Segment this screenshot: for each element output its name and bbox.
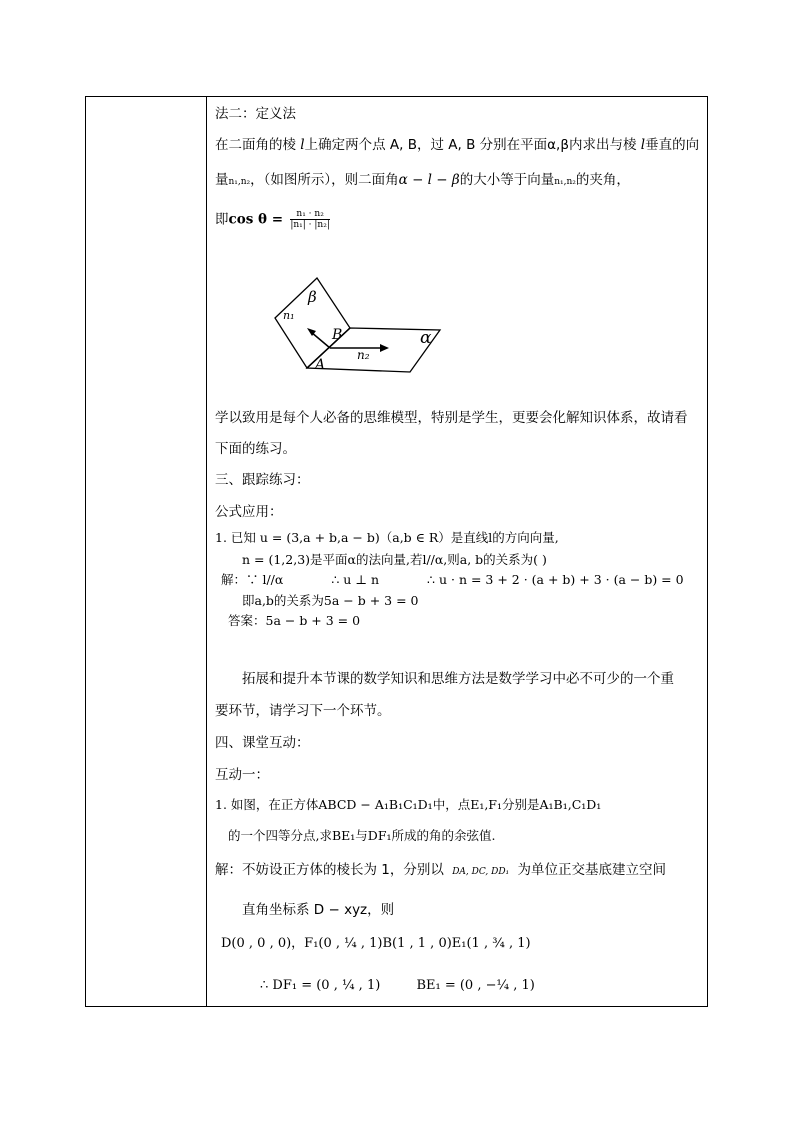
solution-line2: 直角坐标系 D − xyz，则 — [242, 902, 395, 918]
cos-fraction: $\frac{\text{n₁ · n₂}}{\text{|n₁| · |n₂|}}$ — [290, 209, 330, 230]
para1-line2: 量n₁,n₂，（如图所示），则二面角α − l − β的大小等于向量n₁,n₂的夹角， — [215, 172, 630, 188]
label-n2: n₂ — [357, 348, 370, 362]
exercise1-relation: 即a,b的关系为5a − b + 3 = 0 — [242, 593, 419, 608]
cos-formula: 即cos θ = $\frac{\text{n₁ · n₂}}{\text{|n₁| · |n₂|}}$ — [215, 209, 330, 230]
dihedral-figure — [265, 275, 445, 390]
exercise1-line2: n = (1,2,3)是平面α的法向量,若l//α,则a, b的关系为( ) — [242, 552, 547, 567]
question1-line1: 1. 如图，在正方体ABCD − A₁B₁C₁D₁中，点E₁,F₁分别是A₁B₁,C₁D₁ — [215, 797, 602, 812]
vector-n1-line — [311, 332, 330, 348]
section-4-heading: 四、课堂互动： — [215, 735, 310, 751]
vectors-line: ∴ DF₁ = (0 , ¼ , 1) BE₁ = (0 , −¼ , 1) — [260, 978, 535, 993]
label-B: B — [332, 327, 343, 343]
lesson-table — [85, 96, 708, 1007]
coordinates-line: D(0 , 0 , 0)，F₁(0 , ¼ , 1)B(1 , 1 , 0)E₁(1 , ¾ , 1) — [221, 936, 531, 951]
para3-line1: 拓展和提升本节课的数学知识和思维方法是数学学习中必不可少的一个重 — [242, 671, 674, 687]
interaction-1-heading: 互动一： — [215, 767, 269, 783]
para2-line1: 学以致用是每个人必备的思维模型，特别是学生，更要会化解知识体系，故请看 — [215, 410, 688, 426]
label-A: A — [315, 357, 326, 373]
exercise1-solution: 解：∵ l//α ∴ u ⊥ n ∴ u · n = 3 + 2 · (a + b) + 3 · (a − b) = 0 — [221, 572, 684, 587]
label-n1: n₁ — [283, 309, 295, 322]
exercise1-answer: 答案：5a − b + 3 = 0 — [228, 613, 361, 628]
question1-line2: 的一个四等分点,求BE₁与DF₁所成的角的余弦值. — [228, 828, 496, 843]
para3-line2: 要环节，请学习下一个环节。 — [215, 703, 391, 719]
method-heading: 法二：定义法 — [215, 106, 296, 122]
column-divider — [206, 97, 207, 1006]
para2-line2: 下面的练习。 — [215, 441, 296, 457]
exercise1-line1: 1. 已知 u = (3,a + b,a − b)（a,b ∈ R）是直线l的方向向量, — [215, 530, 559, 545]
solution-line1: 解：不妨设正方体的棱长为 1，分别以 DA, DC, DD₁ 为单位正交基底建立空间 — [215, 862, 666, 878]
section-3-heading: 三、跟踪练习： — [215, 472, 310, 488]
para1-line1: 在二面角的棱 l上确定两个点 A, B，过 A, B 分别在平面α,β内求出与棱 l垂直的向 — [215, 137, 700, 153]
label-alpha: α — [420, 328, 432, 348]
formula-application: 公式应用： — [215, 504, 283, 520]
vector-n2-arrowhead — [380, 344, 389, 352]
label-beta: β — [308, 288, 317, 306]
